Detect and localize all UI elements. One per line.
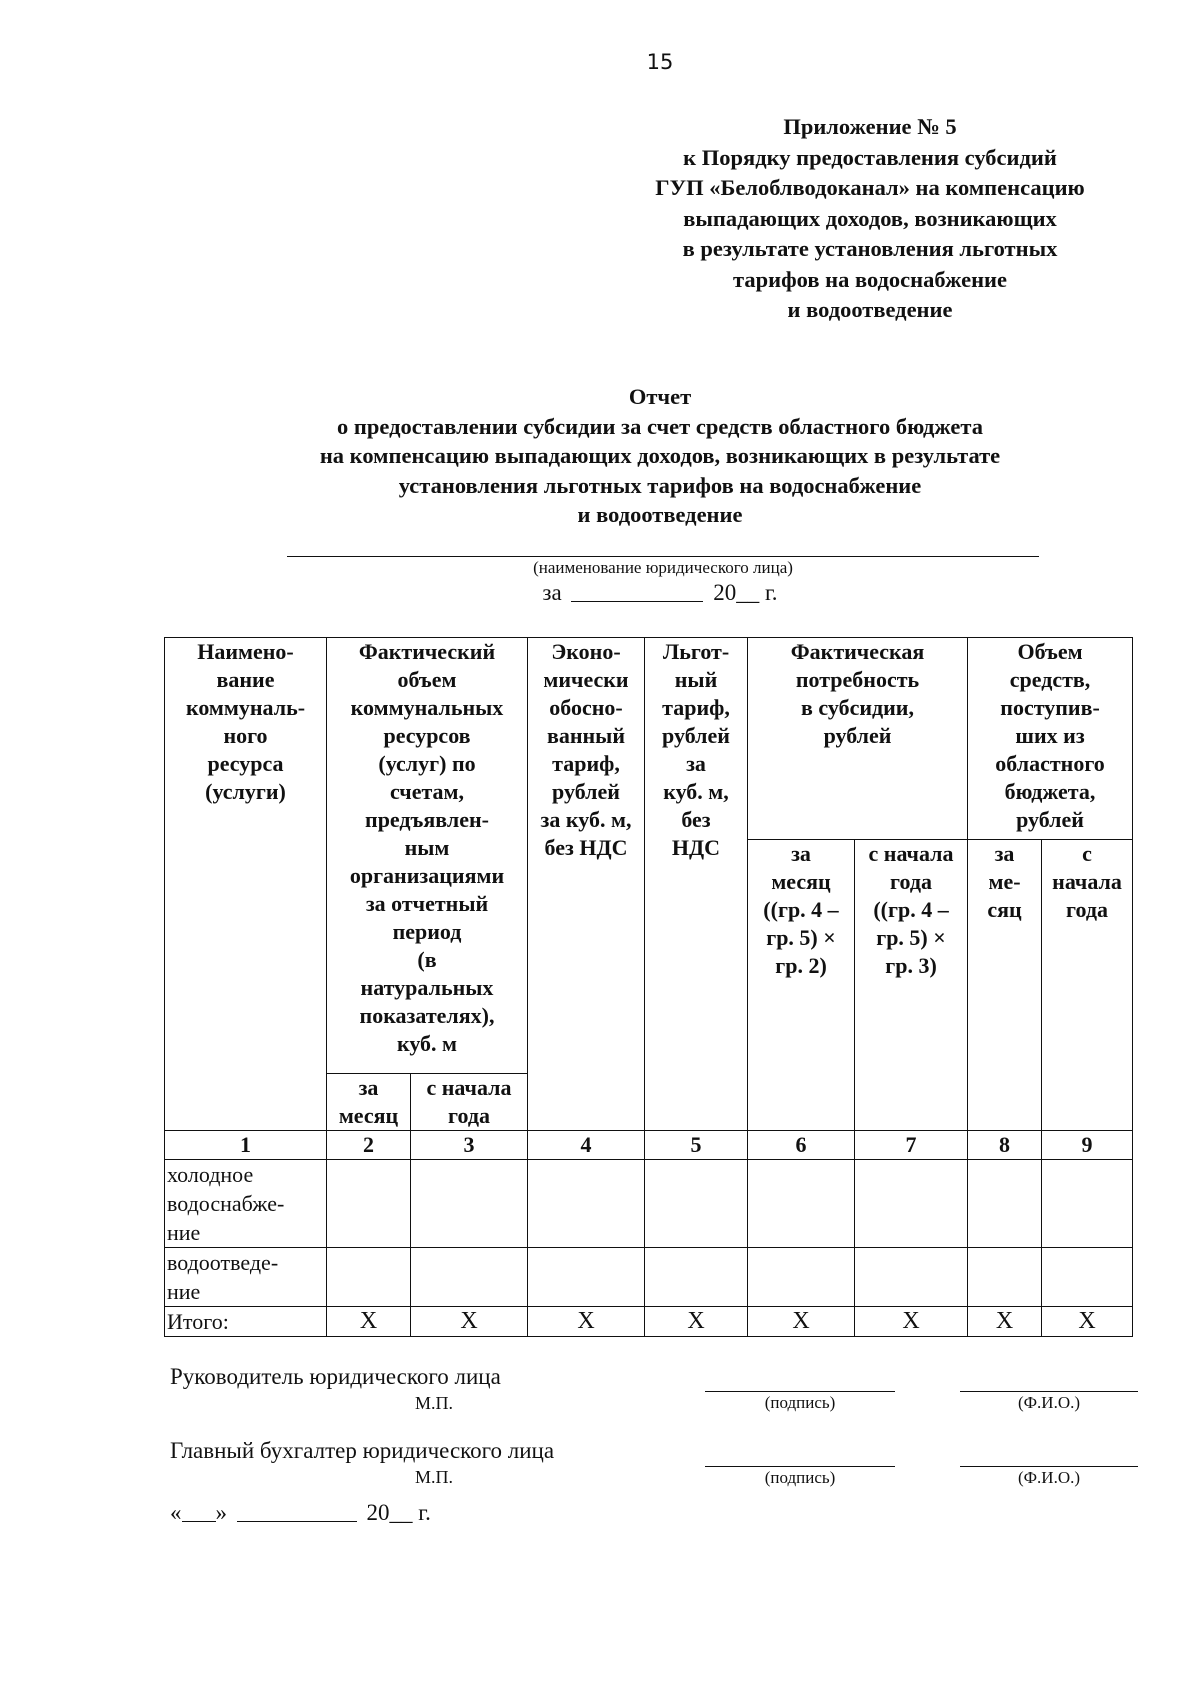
report-period — [400, 580, 920, 606]
table-cell — [645, 1160, 748, 1248]
table-cell — [855, 1160, 968, 1248]
accountant-label: Главный бухгалтер юридического лица — [170, 1438, 555, 1463]
accountant-stamp-mark: М.П. — [415, 1467, 454, 1487]
accountant-name-caption: (Ф.И.О.) — [1017, 1468, 1081, 1487]
date-open-quote: « — [170, 1500, 182, 1525]
column-number: 6 — [748, 1131, 855, 1160]
column-number: 7 — [855, 1131, 968, 1160]
org-name-caption: (наименование юридического лица) — [533, 558, 793, 577]
report-title-line: на компенсацию выпадающих доходов, возникающих в результате — [319, 443, 1001, 468]
column-number: 4 — [528, 1131, 645, 1160]
accountant-signature-caption: (подпись) — [764, 1468, 836, 1487]
header-actual-volume: Фактический объем коммунальных ресурсов (услуг) по счетам, предъявлен- ным организациями за отчетный период (в натуральных показателях), куб. м — [327, 638, 528, 1074]
total-label: Итого: — [165, 1307, 327, 1337]
report-title-line: и водоотведение — [577, 502, 743, 527]
accountant-signature-line — [705, 1466, 895, 1467]
column-number: 9 — [1042, 1131, 1133, 1160]
total-cell: X — [411, 1307, 528, 1337]
header-funds-received: Объем средств, поступив- ших из областного бюджета, рублей — [968, 638, 1133, 840]
header-need-month: за месяц ((гр. 4 – гр. 5) × гр. 2) — [748, 840, 855, 1131]
appendix-line: к Порядку предоставления субсидий — [683, 144, 1057, 170]
column-number: 3 — [411, 1131, 528, 1160]
date-day-blank — [182, 1521, 216, 1522]
appendix-line: выпадающих доходов, возникающих — [683, 205, 1057, 231]
total-row — [165, 1307, 1133, 1337]
page-number: 15 — [646, 50, 674, 74]
total-cell: X — [855, 1307, 968, 1337]
header-received-month: за ме- сяц — [968, 840, 1042, 1131]
header-subsidy-need: Фактическая потребность в субсидии, рублей — [748, 638, 968, 840]
date-suffix: г. — [418, 1500, 431, 1525]
report-title-line: установления льготных тарифов на водоснабжение — [398, 472, 922, 498]
table-row — [165, 1160, 1133, 1248]
head-signature-caption: (подпись) — [764, 1393, 836, 1412]
header-preferential-tariff: Льгот- ный тариф, рублей за куб. м, без НДС — [645, 638, 748, 1131]
table-cell — [327, 1160, 411, 1248]
table-cell — [855, 1248, 968, 1307]
table-cell — [968, 1160, 1042, 1248]
header-received-year: с начала года — [1042, 840, 1133, 1131]
head-stamp-mark: М.П. — [415, 1393, 454, 1413]
appendix-line: ГУП «Белоблводоканал» на компенсацию — [655, 175, 1085, 200]
total-cell: X — [968, 1307, 1042, 1337]
table-cell — [645, 1248, 748, 1307]
header-need-year: с начала года ((гр. 4 – гр. 5) × гр. 3) — [855, 840, 968, 1131]
total-cell: X — [528, 1307, 645, 1337]
table-cell — [1042, 1248, 1133, 1307]
column-number: 1 — [165, 1131, 327, 1160]
appendix-line: и водоотведение — [787, 297, 953, 322]
report-title — [200, 382, 1120, 530]
table-cell — [748, 1248, 855, 1307]
total-cell: X — [748, 1307, 855, 1337]
total-cell: X — [645, 1307, 748, 1337]
table-cell — [411, 1160, 528, 1248]
table-cell — [968, 1248, 1042, 1307]
head-name-caption: (Ф.И.О.) — [1017, 1393, 1081, 1412]
column-number: 2 — [327, 1131, 411, 1160]
accountant-name-line — [960, 1466, 1138, 1467]
org-name-line — [287, 556, 1039, 557]
header-economic-tariff: Эконо- мически обосно- ванный тариф, рублей за куб. м, без НДС — [528, 638, 645, 1131]
date-month-blank — [237, 1521, 357, 1522]
report-table — [164, 637, 1133, 1337]
appendix-header — [600, 112, 1140, 326]
table-cell — [411, 1248, 528, 1307]
date-close-quote: » — [215, 1500, 227, 1525]
head-label: Руководитель юридического лица — [170, 1364, 501, 1389]
table-row — [165, 1248, 1133, 1307]
table-cell — [1042, 1160, 1133, 1248]
total-cell: X — [1042, 1307, 1133, 1337]
date-year: 20__ — [366, 1500, 413, 1525]
row-label-cold-water: холодное водоснабже- ние — [165, 1160, 327, 1248]
header-resource-name: Наимено- вание коммуналь- ного ресурса (услуги) — [165, 638, 327, 1131]
table-cell — [748, 1160, 855, 1248]
column-number: 8 — [968, 1131, 1042, 1160]
head-name-line — [960, 1391, 1138, 1392]
period-year: 20__ — [713, 580, 760, 605]
column-number: 5 — [645, 1131, 748, 1160]
report-title-main: Отчет — [628, 384, 692, 409]
head-signature-line — [705, 1391, 895, 1392]
appendix-line: тарифов на водоснабжение — [733, 266, 1007, 292]
period-blank — [571, 601, 703, 602]
report-title-line: о предоставлении субсидии за счет средств областного бюджета — [337, 413, 983, 439]
appendix-line: в результате установления льготных — [682, 236, 1058, 261]
date-line — [170, 1500, 431, 1526]
row-label-sewerage: водоотведе- ние — [165, 1248, 327, 1307]
appendix-line: Приложение № 5 — [783, 114, 957, 139]
period-prefix: за — [542, 580, 562, 605]
table-cell — [327, 1248, 411, 1307]
total-cell: X — [327, 1307, 411, 1337]
table-cell — [528, 1160, 645, 1248]
period-suffix: г. — [764, 580, 778, 605]
header-volume-year: с начала года — [411, 1074, 528, 1131]
table-cell — [528, 1248, 645, 1307]
header-volume-month: за месяц — [327, 1074, 411, 1131]
